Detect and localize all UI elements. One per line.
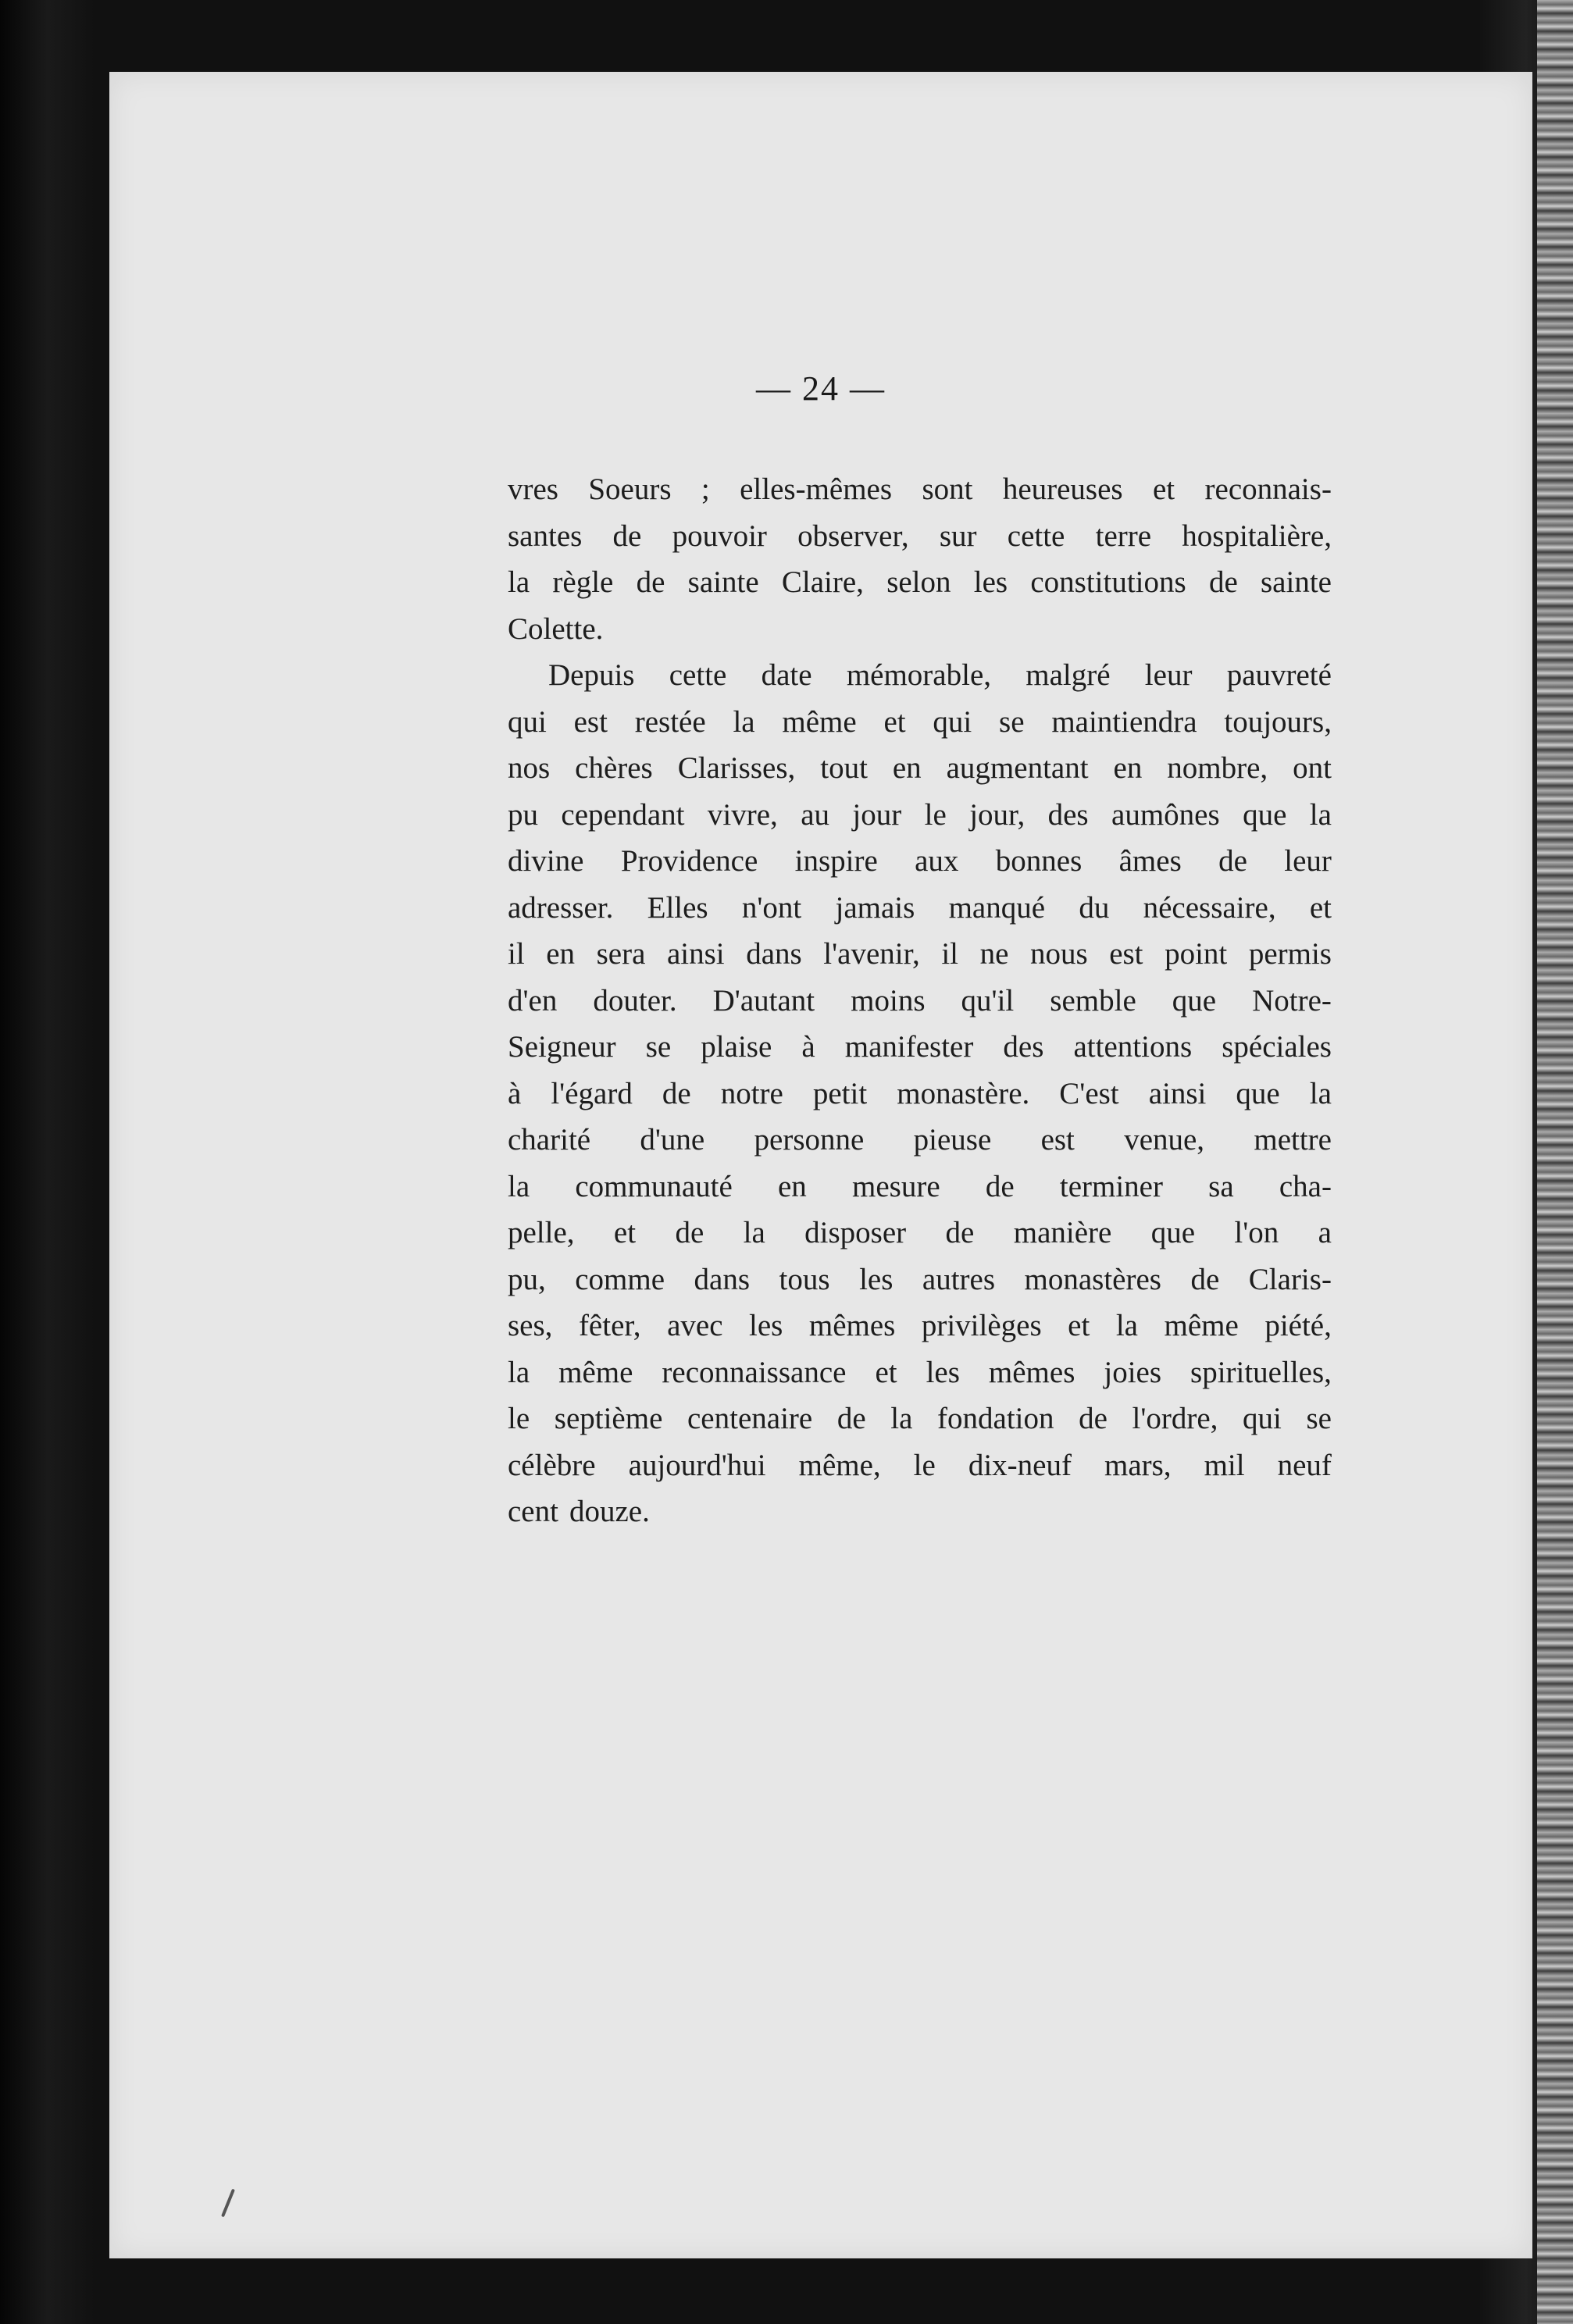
word: que — [1150, 1216, 1196, 1249]
word: adresser. — [508, 890, 614, 925]
word: dans — [746, 937, 802, 971]
word: le — [913, 1448, 936, 1482]
word: piété, — [1264, 1309, 1332, 1342]
word: cependant — [561, 797, 685, 832]
word: reconnaissance — [662, 1355, 847, 1389]
text-line — [508, 978, 1332, 1025]
word: ainsi — [1148, 1076, 1207, 1110]
word: personne — [754, 1123, 865, 1157]
word: avec — [667, 1309, 723, 1342]
word: restée — [634, 704, 706, 739]
word: le — [508, 1402, 530, 1435]
word: de — [1208, 565, 1238, 599]
word: jamais — [835, 890, 915, 925]
word: sainte — [687, 565, 759, 599]
word: terminer — [1059, 1169, 1163, 1203]
word: ; — [701, 472, 710, 506]
document-page — [109, 72, 1532, 2258]
word: est — [573, 704, 608, 739]
word: la — [1309, 797, 1332, 832]
word: est — [1109, 937, 1143, 971]
word: spirituelles, — [1190, 1355, 1332, 1389]
word: tout — [820, 751, 868, 785]
text-line — [508, 1164, 1332, 1210]
word: sont — [922, 472, 973, 506]
word: de — [945, 1216, 975, 1249]
word: cette — [669, 658, 727, 692]
word: Notre- — [1252, 983, 1332, 1018]
word: cent — [508, 1495, 558, 1528]
word: cette — [1007, 519, 1065, 553]
word: ainsi — [666, 937, 725, 971]
word: Colette. — [508, 611, 604, 646]
word: se — [999, 704, 1025, 739]
word: l'on — [1234, 1216, 1279, 1249]
text-line — [508, 1256, 1332, 1303]
word: et — [875, 1355, 897, 1389]
word: mil — [1204, 1448, 1245, 1482]
word: dix-neuf — [968, 1448, 1072, 1482]
word: spéciales — [1222, 1030, 1332, 1064]
text-line — [508, 885, 1332, 932]
word: mettre — [1254, 1123, 1332, 1157]
word: mars, — [1104, 1448, 1172, 1482]
word: pu, — [508, 1262, 546, 1296]
word: augmentant — [946, 751, 1089, 785]
word: malgré — [1025, 658, 1111, 692]
text-line — [508, 792, 1332, 839]
text-line — [508, 1395, 1332, 1442]
word: qui — [508, 704, 547, 739]
word: en — [778, 1169, 807, 1203]
word: se — [645, 1030, 672, 1064]
text-line — [508, 1210, 1332, 1256]
word: pauvreté — [1226, 658, 1332, 692]
text-line — [508, 1442, 1332, 1489]
word: les — [859, 1262, 894, 1296]
word: l'ordre, — [1132, 1402, 1218, 1435]
word: il — [508, 937, 525, 971]
word: de — [1079, 1402, 1108, 1435]
word: à — [801, 1030, 815, 1064]
word: manqué — [948, 890, 1046, 925]
word: pieuse — [913, 1123, 992, 1157]
text-line — [508, 1349, 1332, 1396]
word: et — [613, 1216, 637, 1249]
word: le — [924, 797, 947, 832]
word: de — [1190, 1262, 1220, 1296]
word: douter. — [593, 983, 677, 1018]
word: Seigneur — [508, 1030, 616, 1064]
word: moins — [851, 983, 926, 1018]
word: de — [836, 1402, 866, 1435]
word: permis — [1248, 937, 1332, 971]
word: en — [546, 937, 576, 971]
text-line — [508, 1303, 1332, 1349]
film-edge — [1537, 0, 1573, 2324]
word: a — [1318, 1216, 1332, 1249]
word: la — [508, 1169, 530, 1203]
word: à — [508, 1076, 522, 1110]
text-line — [508, 606, 1332, 653]
word: date — [761, 658, 812, 692]
word: est — [1040, 1123, 1075, 1157]
word: Soeurs — [588, 472, 672, 506]
word: aumônes — [1111, 797, 1220, 832]
word: comme — [575, 1262, 665, 1296]
word: même — [1164, 1309, 1239, 1342]
word: Depuis — [548, 658, 635, 692]
word: hospitalière, — [1182, 519, 1332, 553]
word: point — [1165, 937, 1228, 971]
text-line — [508, 652, 1332, 699]
word: cha- — [1279, 1169, 1332, 1203]
word: la — [733, 704, 755, 739]
word: constitutions — [1030, 565, 1186, 599]
text-line — [508, 466, 1332, 513]
word: sainte — [1261, 565, 1332, 599]
word: fondation — [937, 1402, 1054, 1435]
word: manifester — [844, 1030, 974, 1064]
word: leur — [1284, 844, 1332, 878]
word: et — [883, 704, 906, 739]
word: et — [1309, 890, 1332, 925]
word: bonnes — [995, 844, 1083, 878]
word: vivre, — [707, 797, 778, 832]
text-line — [508, 1117, 1332, 1164]
word: Clarisses, — [677, 751, 796, 785]
word: divine — [508, 844, 584, 878]
text-line — [508, 699, 1332, 746]
word: aujourd'hui — [628, 1448, 766, 1482]
word: ne — [979, 937, 1009, 971]
word: pouvoir — [672, 519, 767, 553]
word: la — [1309, 1076, 1332, 1110]
word: mêmes — [808, 1309, 896, 1342]
word: pu — [508, 797, 538, 832]
word: ses, — [508, 1309, 553, 1342]
word: de — [985, 1169, 1015, 1203]
word: douze. — [569, 1495, 650, 1528]
word: mêmes — [988, 1355, 1075, 1389]
word: nous — [1029, 937, 1088, 971]
word: en — [1113, 751, 1143, 785]
word: et — [1068, 1309, 1090, 1342]
word: en — [892, 751, 922, 785]
word: des — [1003, 1030, 1044, 1064]
word: l'avenir, — [823, 937, 920, 971]
word: santes — [508, 519, 583, 553]
text-line — [508, 559, 1332, 606]
word: monastère. — [897, 1076, 1030, 1110]
word: vres — [508, 472, 558, 506]
word: que — [1243, 797, 1287, 832]
word: mesure — [852, 1169, 940, 1203]
word: venue, — [1124, 1123, 1205, 1157]
word: tous — [779, 1262, 830, 1296]
body-text — [508, 466, 1332, 1535]
word: que — [1236, 1076, 1280, 1110]
word: toujours, — [1224, 704, 1332, 739]
word: sera — [596, 937, 646, 971]
text-line — [508, 1488, 1332, 1535]
text-line — [508, 1071, 1332, 1117]
word: la — [508, 1355, 530, 1389]
word: joies — [1104, 1355, 1162, 1389]
word: aux — [915, 844, 959, 878]
word: notre — [720, 1076, 783, 1110]
word: célèbre — [508, 1448, 596, 1482]
word: neuf — [1277, 1448, 1332, 1482]
word: n'ont — [741, 890, 802, 925]
word: jour, — [969, 797, 1025, 832]
word: d'en — [508, 983, 558, 1018]
word: se — [1306, 1402, 1332, 1435]
word: au — [801, 797, 829, 832]
word: pelle, — [508, 1216, 575, 1249]
word: fêter, — [578, 1309, 641, 1342]
word: les — [749, 1309, 783, 1342]
word: nécessaire, — [1143, 890, 1276, 925]
word: dans — [694, 1262, 751, 1296]
word: manière — [1013, 1216, 1112, 1249]
word: attentions — [1073, 1030, 1193, 1064]
page-number: — 24 — — [756, 369, 886, 408]
word: de — [662, 1076, 691, 1110]
word: d'une — [640, 1123, 705, 1157]
word: âmes — [1118, 844, 1182, 878]
word: les — [973, 565, 1008, 599]
word: sa — [1208, 1169, 1234, 1203]
word: la — [743, 1216, 765, 1249]
word: règle — [552, 565, 614, 599]
word: Providence — [620, 844, 758, 878]
word: charité — [508, 1123, 591, 1157]
word: les — [926, 1355, 960, 1389]
word: qu'il — [961, 983, 1015, 1018]
word: même — [558, 1355, 633, 1389]
word: selon — [886, 565, 951, 599]
word: heureuses — [1002, 472, 1123, 506]
word: nombre, — [1167, 751, 1268, 785]
word: C'est — [1059, 1076, 1119, 1110]
word: privilèges — [921, 1309, 1042, 1342]
word: même, — [798, 1448, 881, 1482]
word: autres — [922, 1262, 996, 1296]
word: que — [1172, 983, 1217, 1018]
word: reconnais- — [1204, 472, 1332, 506]
word: plaise — [701, 1030, 772, 1064]
word: chères — [575, 751, 653, 785]
word: inspire — [794, 844, 878, 878]
word: terre — [1095, 519, 1152, 553]
word: qui — [933, 704, 972, 739]
text-line — [508, 838, 1332, 885]
word: la — [508, 565, 530, 599]
word: monastères — [1024, 1262, 1161, 1296]
word: elles-mêmes — [740, 472, 893, 506]
word: de — [612, 519, 642, 553]
word: jour — [852, 797, 902, 832]
word: du — [1079, 890, 1110, 925]
word: septième — [554, 1402, 663, 1435]
word: Claire, — [781, 565, 864, 599]
word: observer, — [797, 519, 909, 553]
word: de — [636, 565, 665, 599]
text-line — [508, 931, 1332, 978]
word: petit — [812, 1076, 868, 1110]
word: Claris- — [1248, 1262, 1332, 1296]
word: disposer — [804, 1216, 907, 1249]
word: des — [1047, 797, 1089, 832]
text-line — [508, 513, 1332, 560]
word: de — [1218, 844, 1247, 878]
word: communauté — [575, 1169, 733, 1203]
word: qui — [1243, 1402, 1282, 1435]
text-line — [508, 1024, 1332, 1071]
word: il — [941, 937, 958, 971]
word: D'autant — [712, 983, 815, 1018]
word: la — [1115, 1309, 1138, 1342]
word: sur — [939, 519, 977, 553]
word: maintiendra — [1051, 704, 1197, 739]
word: semble — [1050, 983, 1136, 1018]
word: l'égard — [551, 1076, 633, 1110]
word: même — [782, 704, 857, 739]
word: nos — [508, 751, 551, 785]
word: Elles — [647, 890, 708, 925]
word: ont — [1293, 751, 1332, 785]
word: de — [675, 1216, 704, 1249]
word: la — [890, 1402, 913, 1435]
speck — [221, 2189, 235, 2218]
word: mémorable, — [846, 658, 992, 692]
word: centenaire — [687, 1402, 813, 1435]
word: leur — [1144, 658, 1193, 692]
word: et — [1152, 472, 1175, 506]
text-line — [508, 745, 1332, 792]
